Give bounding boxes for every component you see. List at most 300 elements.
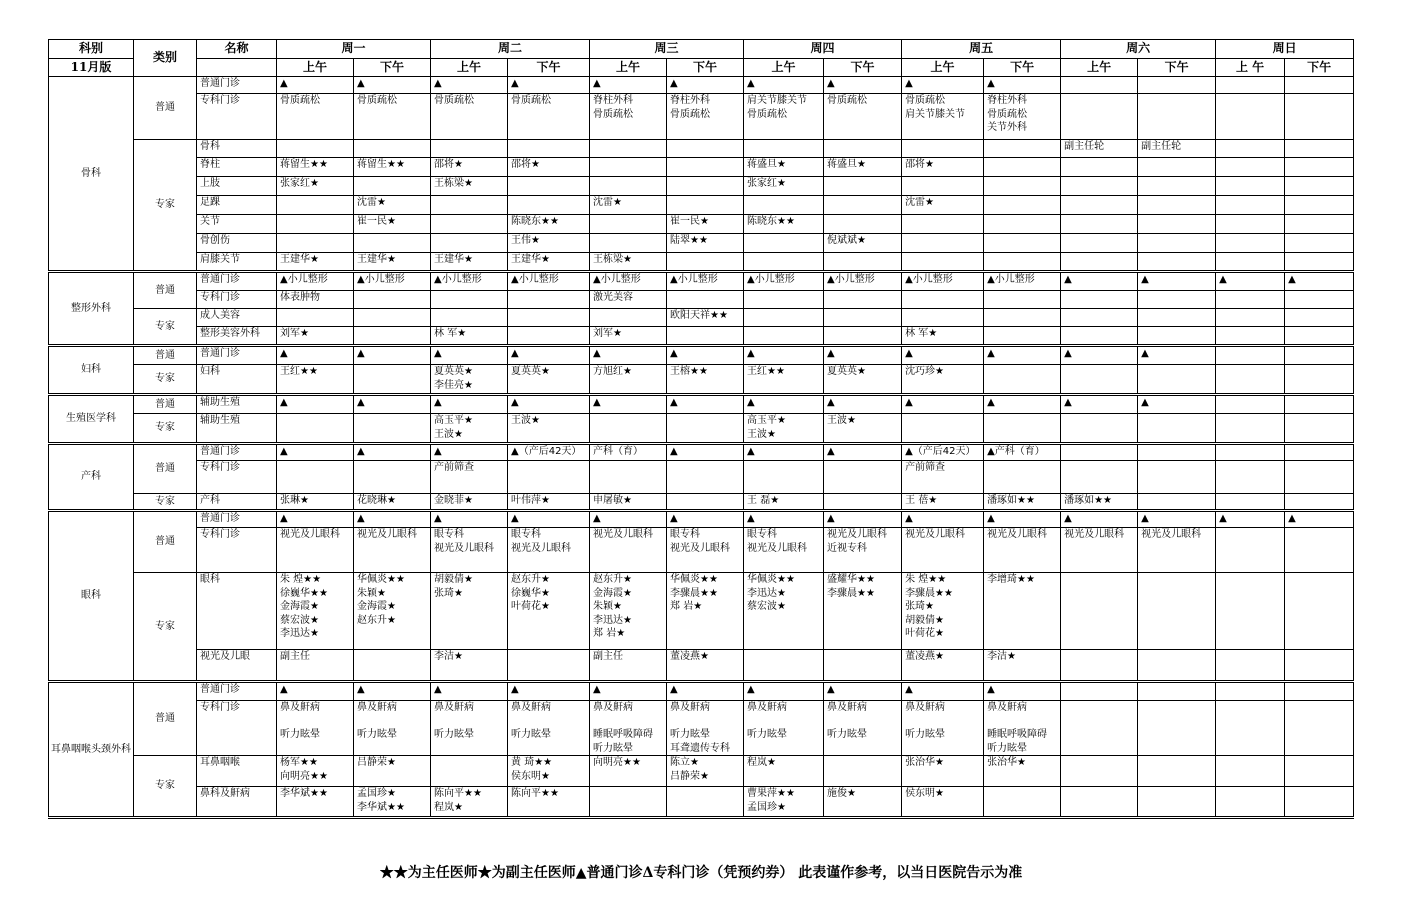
schedule-cell — [824, 756, 902, 787]
header-pm: 下午 — [984, 59, 1061, 77]
legend-note: ★★为主任医师★为副主任医师▲普通门诊Δ专科门诊（凭预约券） 此表谨作参考，以当日医院告示为准 — [379, 865, 1023, 881]
schedule-cell — [431, 756, 508, 787]
schedule-cell — [902, 177, 984, 196]
schedule-cell: ▲（产后42天） — [508, 444, 590, 461]
schedule-cell: ▲ — [277, 395, 354, 414]
schedule-cell — [277, 309, 354, 327]
schedule-cell — [1285, 346, 1354, 365]
schedule-cell: ▲小儿整形 — [508, 272, 590, 291]
schedule-cell: ▲ — [590, 682, 667, 701]
schedule-cell: ▲ — [277, 77, 354, 94]
clinic-name: 骨创伤 — [197, 234, 277, 253]
category-name: 普通 — [134, 346, 197, 365]
schedule-cell — [667, 291, 744, 309]
schedule-table — [48, 39, 1354, 819]
schedule-cell: 李增琦★★ — [984, 573, 1061, 650]
schedule-cell: 骨质疏松 — [277, 94, 354, 140]
header-day-fri: 周五 — [902, 40, 1061, 59]
schedule-row — [49, 573, 1354, 650]
schedule-cell: 王伟★ — [508, 234, 590, 253]
schedule-cell: 王栋梁★ — [431, 177, 508, 196]
schedule-cell — [1216, 158, 1285, 177]
schedule-cell — [984, 253, 1061, 272]
schedule-cell: ▲ — [1138, 511, 1216, 528]
schedule-cell: 王 蓓★ — [902, 494, 984, 511]
schedule-cell — [824, 327, 902, 346]
schedule-cell: 产前筛查 — [902, 461, 984, 494]
header-am: 上午 — [277, 59, 354, 77]
schedule-cell: 夏英英★ 李佳亮★ — [431, 365, 508, 395]
schedule-cell — [1138, 77, 1216, 94]
schedule-row — [49, 461, 1354, 494]
schedule-cell — [824, 291, 902, 309]
schedule-cell: ▲ — [744, 77, 824, 94]
schedule-cell — [1285, 253, 1354, 272]
schedule-cell: 脊柱外科 骨质疏松 关节外科 — [984, 94, 1061, 140]
schedule-cell — [1138, 253, 1216, 272]
schedule-cell: 鼻及鼾病 听力眩晕 — [354, 701, 431, 756]
schedule-cell — [590, 309, 667, 327]
schedule-cell — [1216, 234, 1285, 253]
schedule-cell: 董凌燕★ — [667, 650, 744, 682]
schedule-row — [49, 77, 1354, 94]
schedule-cell: 骨质疏松 — [824, 94, 902, 140]
schedule-cell: 董凌燕★ — [902, 650, 984, 682]
header-category: 类别 — [134, 40, 197, 77]
schedule-cell: 眼专科 视光及儿眼科 — [744, 528, 824, 573]
header-name: 名称 — [197, 40, 277, 59]
schedule-cell: 陈晓东★★ — [744, 215, 824, 234]
schedule-cell: ▲ — [667, 346, 744, 365]
department-name: 妇科 — [49, 346, 134, 395]
schedule-cell: 鼻及鼾病 睡眠呼吸障碍 听力眩晕 — [590, 701, 667, 756]
schedule-cell — [1285, 573, 1354, 650]
schedule-cell: ▲ — [354, 77, 431, 94]
schedule-row — [49, 291, 1354, 309]
schedule-cell — [590, 234, 667, 253]
schedule-cell: 吕静荣★ — [354, 756, 431, 787]
schedule-cell: ▲ — [1138, 395, 1216, 414]
schedule-cell — [1061, 196, 1138, 215]
schedule-cell — [590, 177, 667, 196]
clinic-name: 专科门诊 — [197, 94, 277, 140]
schedule-cell: ▲ — [590, 346, 667, 365]
schedule-cell — [1285, 327, 1354, 346]
schedule-cell — [1216, 494, 1285, 511]
schedule-row — [49, 196, 1354, 215]
schedule-cell: ▲ — [744, 682, 824, 701]
schedule-cell: ▲小儿整形 — [354, 272, 431, 291]
schedule-cell: ▲ — [590, 77, 667, 94]
schedule-cell: ▲ — [277, 511, 354, 528]
schedule-cell: ▲ — [744, 395, 824, 414]
schedule-cell — [1216, 215, 1285, 234]
schedule-cell: 陈向平★★ 程岚★ — [431, 787, 508, 818]
schedule-cell: 朱 煌★★ 李骤晨★★ 张琦★ 胡毅倩★ 叶荷花★ — [902, 573, 984, 650]
header-day-sun: 周日 — [1216, 40, 1354, 59]
clinic-name: 普通门诊 — [197, 77, 277, 94]
schedule-cell: 邵将★ — [508, 158, 590, 177]
schedule-cell — [1138, 494, 1216, 511]
schedule-cell: 方旭红★ — [590, 365, 667, 395]
schedule-cell — [1138, 650, 1216, 682]
schedule-cell — [744, 196, 824, 215]
schedule-cell: 陈晓东★★ — [508, 215, 590, 234]
schedule-cell: 副主任 — [590, 650, 667, 682]
schedule-cell: 沈巧珍★ — [902, 365, 984, 395]
schedule-cell — [1061, 215, 1138, 234]
schedule-cell: ▲ — [1061, 346, 1138, 365]
schedule-cell: 张家红★ — [277, 177, 354, 196]
schedule-cell — [902, 309, 984, 327]
schedule-cell: ▲ — [1138, 346, 1216, 365]
schedule-cell: 视光及儿眼科 — [590, 528, 667, 573]
schedule-cell: 蒋盛旦★ — [824, 158, 902, 177]
schedule-cell: 副主任轮 — [1138, 140, 1216, 158]
schedule-cell: 体表肿物 — [277, 291, 354, 309]
schedule-cell — [1285, 196, 1354, 215]
schedule-cell: ▲ — [984, 346, 1061, 365]
schedule-cell — [824, 461, 902, 494]
schedule-cell: ▲ — [277, 444, 354, 461]
schedule-cell: 申屠敏★ — [590, 494, 667, 511]
schedule-cell — [1216, 528, 1285, 573]
category-name: 专家 — [134, 414, 197, 444]
schedule-cell — [824, 140, 902, 158]
schedule-cell: 盛耀华★★ 李骤晨★★ — [824, 573, 902, 650]
schedule-cell — [277, 140, 354, 158]
schedule-cell: 刘军★ — [590, 327, 667, 346]
schedule-cell — [590, 461, 667, 494]
schedule-cell — [1061, 461, 1138, 494]
schedule-cell — [590, 787, 667, 818]
schedule-cell: 赵东升★ 徐巍华★ 叶荷花★ — [508, 573, 590, 650]
schedule-cell — [590, 215, 667, 234]
schedule-cell: 产前筛查 — [431, 461, 508, 494]
schedule-cell — [824, 196, 902, 215]
schedule-cell — [1138, 196, 1216, 215]
schedule-cell — [354, 414, 431, 444]
department-name: 耳鼻咽喉头颈外科 — [49, 682, 134, 818]
schedule-cell — [1285, 177, 1354, 196]
schedule-cell: ▲ — [354, 395, 431, 414]
clinic-name: 关节 — [197, 215, 277, 234]
schedule-cell: 产科（育） — [590, 444, 667, 461]
schedule-cell — [1138, 701, 1216, 756]
schedule-cell — [1216, 77, 1285, 94]
schedule-cell — [1061, 414, 1138, 444]
schedule-cell: ▲ — [277, 682, 354, 701]
schedule-cell — [667, 787, 744, 818]
schedule-cell — [1285, 461, 1354, 494]
schedule-cell: 曹果萍★★ 孟国珍★ — [744, 787, 824, 818]
schedule-cell — [354, 291, 431, 309]
schedule-cell — [1138, 787, 1216, 818]
schedule-cell — [1138, 215, 1216, 234]
schedule-cell — [1285, 395, 1354, 414]
schedule-cell: ▲ — [984, 682, 1061, 701]
schedule-cell: 刘军★ — [277, 327, 354, 346]
clinic-name: 耳鼻咽喉 — [197, 756, 277, 787]
schedule-cell: 花晓琳★ — [354, 494, 431, 511]
schedule-cell: 李洁★ — [431, 650, 508, 682]
schedule-cell: 鼻及鼾病 听力眩晕 — [277, 701, 354, 756]
schedule-cell: 骨质疏松 — [354, 94, 431, 140]
header-dept: 科别 — [49, 40, 134, 59]
schedule-cell — [902, 291, 984, 309]
schedule-row — [49, 94, 1354, 140]
schedule-cell — [508, 140, 590, 158]
schedule-cell — [1138, 573, 1216, 650]
header-pm: 下午 — [1138, 59, 1216, 77]
schedule-cell: 崔一民★ — [667, 215, 744, 234]
schedule-cell — [1216, 573, 1285, 650]
schedule-cell: 视光及儿眼科 — [1061, 528, 1138, 573]
schedule-cell — [1138, 756, 1216, 787]
schedule-cell: ▲ — [508, 346, 590, 365]
header-edition: 11月版 — [49, 59, 134, 77]
schedule-cell — [824, 494, 902, 511]
schedule-cell: 鼻及鼾病 睡眠呼吸障碍 听力眩晕 — [984, 701, 1061, 756]
header-name-blank — [197, 59, 277, 77]
schedule-cell: 王 磊★ — [744, 494, 824, 511]
schedule-cell — [984, 414, 1061, 444]
schedule-body — [49, 77, 1354, 818]
header-day-tue: 周二 — [431, 40, 590, 59]
schedule-cell: 视光及儿眼科 近视专科 — [824, 528, 902, 573]
schedule-cell: ▲ — [431, 511, 508, 528]
schedule-cell — [1216, 140, 1285, 158]
schedule-cell — [1216, 682, 1285, 701]
schedule-cell — [1138, 309, 1216, 327]
schedule-cell — [354, 140, 431, 158]
schedule-cell — [508, 650, 590, 682]
schedule-cell — [1285, 682, 1354, 701]
schedule-cell — [1285, 494, 1354, 511]
schedule-cell: ▲ — [902, 77, 984, 94]
schedule-cell: 蒋盛旦★ — [744, 158, 824, 177]
schedule-cell: ▲ — [824, 346, 902, 365]
schedule-cell: 胡毅倩★ 张琦★ — [431, 573, 508, 650]
schedule-cell: 林 军★ — [902, 327, 984, 346]
schedule-cell — [1061, 650, 1138, 682]
schedule-row — [49, 494, 1354, 511]
schedule-cell — [1285, 528, 1354, 573]
clinic-name: 专科门诊 — [197, 291, 277, 309]
schedule-cell: ▲ — [744, 444, 824, 461]
schedule-cell — [744, 461, 824, 494]
clinic-name: 眼科 — [197, 573, 277, 650]
schedule-cell — [1138, 158, 1216, 177]
schedule-cell — [1061, 94, 1138, 140]
schedule-cell: 陈立★ 吕静荣★ — [667, 756, 744, 787]
schedule-cell: 侯东明★ — [902, 787, 984, 818]
schedule-cell: 杨军★★ 向明亮★★ — [277, 756, 354, 787]
schedule-cell: ▲（产后42天） — [902, 444, 984, 461]
schedule-cell: ▲ — [354, 511, 431, 528]
schedule-cell: 李洁★ — [984, 650, 1061, 682]
schedule-cell: 张琳★ — [277, 494, 354, 511]
schedule-cell — [431, 196, 508, 215]
schedule-cell — [1061, 682, 1138, 701]
schedule-cell: ▲ — [508, 395, 590, 414]
schedule-cell: ▲ — [431, 346, 508, 365]
schedule-cell — [1285, 365, 1354, 395]
schedule-cell: 视光及儿眼科 — [354, 528, 431, 573]
schedule-cell: ▲ — [824, 444, 902, 461]
schedule-cell — [744, 234, 824, 253]
header-pm: 下午 — [1285, 59, 1354, 77]
schedule-cell: 邵将★ — [902, 158, 984, 177]
schedule-cell — [667, 158, 744, 177]
schedule-cell: 林 军★ — [431, 327, 508, 346]
schedule-cell: ▲ — [431, 682, 508, 701]
schedule-cell — [984, 787, 1061, 818]
schedule-cell: 高玉平★ 王波★ — [744, 414, 824, 444]
schedule-cell — [354, 650, 431, 682]
schedule-row — [49, 215, 1354, 234]
schedule-row — [49, 158, 1354, 177]
schedule-cell: ▲ — [1216, 511, 1285, 528]
schedule-cell: 张治华★ — [984, 756, 1061, 787]
schedule-cell: ▲ — [902, 682, 984, 701]
schedule-cell — [667, 461, 744, 494]
schedule-cell — [1216, 327, 1285, 346]
schedule-cell — [824, 177, 902, 196]
schedule-cell — [984, 291, 1061, 309]
schedule-cell: ▲ — [590, 511, 667, 528]
schedule-cell: ▲ — [508, 77, 590, 94]
schedule-cell: ▲产科（育） — [984, 444, 1061, 461]
header-pm: 下午 — [508, 59, 590, 77]
category-name: 专家 — [134, 309, 197, 346]
schedule-cell — [1061, 787, 1138, 818]
schedule-cell: ▲小儿整形 — [744, 272, 824, 291]
schedule-cell — [824, 309, 902, 327]
schedule-cell — [1061, 701, 1138, 756]
schedule-cell — [508, 196, 590, 215]
schedule-row — [49, 272, 1354, 291]
schedule-cell — [1216, 461, 1285, 494]
schedule-cell: ▲小儿整形 — [984, 272, 1061, 291]
schedule-cell: 陆翠★★ — [667, 234, 744, 253]
schedule-cell — [354, 327, 431, 346]
schedule-cell — [508, 461, 590, 494]
schedule-cell: 王榕★★ — [667, 365, 744, 395]
schedule-cell: ▲ — [902, 511, 984, 528]
clinic-name: 专科门诊 — [197, 528, 277, 573]
schedule-cell — [667, 177, 744, 196]
schedule-cell — [824, 650, 902, 682]
clinic-name: 成人美容 — [197, 309, 277, 327]
schedule-cell — [1216, 414, 1285, 444]
schedule-cell — [1216, 395, 1285, 414]
header-pm: 下午 — [354, 59, 431, 77]
schedule-cell: 眼专科 视光及儿眼科 — [431, 528, 508, 573]
schedule-cell: ▲小儿整形 — [667, 272, 744, 291]
schedule-cell — [1061, 309, 1138, 327]
schedule-cell: ▲ — [354, 444, 431, 461]
schedule-cell — [1138, 291, 1216, 309]
schedule-cell — [1061, 756, 1138, 787]
schedule-cell: 张家红★ — [744, 177, 824, 196]
schedule-cell — [902, 140, 984, 158]
schedule-cell: ▲ — [1061, 272, 1138, 291]
schedule-row — [49, 253, 1354, 272]
schedule-cell: 王红★★ — [277, 365, 354, 395]
schedule-cell — [1061, 158, 1138, 177]
category-name: 普通 — [134, 444, 197, 494]
schedule-cell: ▲ — [984, 511, 1061, 528]
schedule-cell — [744, 327, 824, 346]
schedule-cell: 视光及儿眼科 — [277, 528, 354, 573]
schedule-cell — [1216, 650, 1285, 682]
schedule-cell — [1061, 234, 1138, 253]
schedule-cell: ▲ — [354, 346, 431, 365]
schedule-cell — [1285, 309, 1354, 327]
schedule-cell: 骨质疏松 肩关节膝关节 — [902, 94, 984, 140]
schedule-row — [49, 444, 1354, 461]
schedule-cell — [1138, 682, 1216, 701]
schedule-cell: ▲小儿整形 — [590, 272, 667, 291]
schedule-cell: ▲小儿整形 — [431, 272, 508, 291]
schedule-cell: 沈雷★ — [902, 196, 984, 215]
schedule-cell: ▲ — [277, 346, 354, 365]
header-pm: 下午 — [667, 59, 744, 77]
schedule-cell: 邵将★ — [431, 158, 508, 177]
schedule-cell — [1138, 414, 1216, 444]
schedule-row — [49, 327, 1354, 346]
category-name: 专家 — [134, 140, 197, 272]
schedule-cell: 倪斌斌★ — [824, 234, 902, 253]
clinic-name: 上肢 — [197, 177, 277, 196]
schedule-cell: 张治华★ — [902, 756, 984, 787]
schedule-cell — [1138, 365, 1216, 395]
category-name: 专家 — [134, 573, 197, 682]
schedule-row — [49, 756, 1354, 787]
schedule-cell — [1138, 234, 1216, 253]
schedule-cell: 肩关节膝关节 骨质疏松 — [744, 94, 824, 140]
schedule-cell — [1285, 94, 1354, 140]
schedule-cell: 赵东升★ 金海霞★ 朱颖★ 李迅达★ 郑 岩★ — [590, 573, 667, 650]
schedule-cell — [1061, 253, 1138, 272]
department-name: 产科 — [49, 444, 134, 511]
header-day-thu: 周四 — [744, 40, 902, 59]
clinic-name: 专科门诊 — [197, 461, 277, 494]
schedule-cell — [984, 461, 1061, 494]
schedule-cell — [1285, 158, 1354, 177]
clinic-name: 辅助生殖 — [197, 395, 277, 414]
category-name: 专家 — [134, 494, 197, 511]
schedule-cell — [431, 291, 508, 309]
schedule-cell — [902, 234, 984, 253]
schedule-row — [49, 414, 1354, 444]
schedule-cell — [590, 158, 667, 177]
schedule-cell — [354, 309, 431, 327]
schedule-cell — [744, 253, 824, 272]
schedule-cell — [744, 291, 824, 309]
schedule-cell: 王红★★ — [744, 365, 824, 395]
schedule-cell: 眼专科 视光及儿眼科 — [508, 528, 590, 573]
schedule-cell: ▲ — [667, 77, 744, 94]
schedule-cell — [1061, 77, 1138, 94]
schedule-cell — [354, 234, 431, 253]
schedule-cell — [1061, 327, 1138, 346]
category-name: 专家 — [134, 365, 197, 395]
schedule-cell — [354, 461, 431, 494]
schedule-cell: ▲ — [667, 511, 744, 528]
header-am: 上午 — [1061, 59, 1138, 77]
